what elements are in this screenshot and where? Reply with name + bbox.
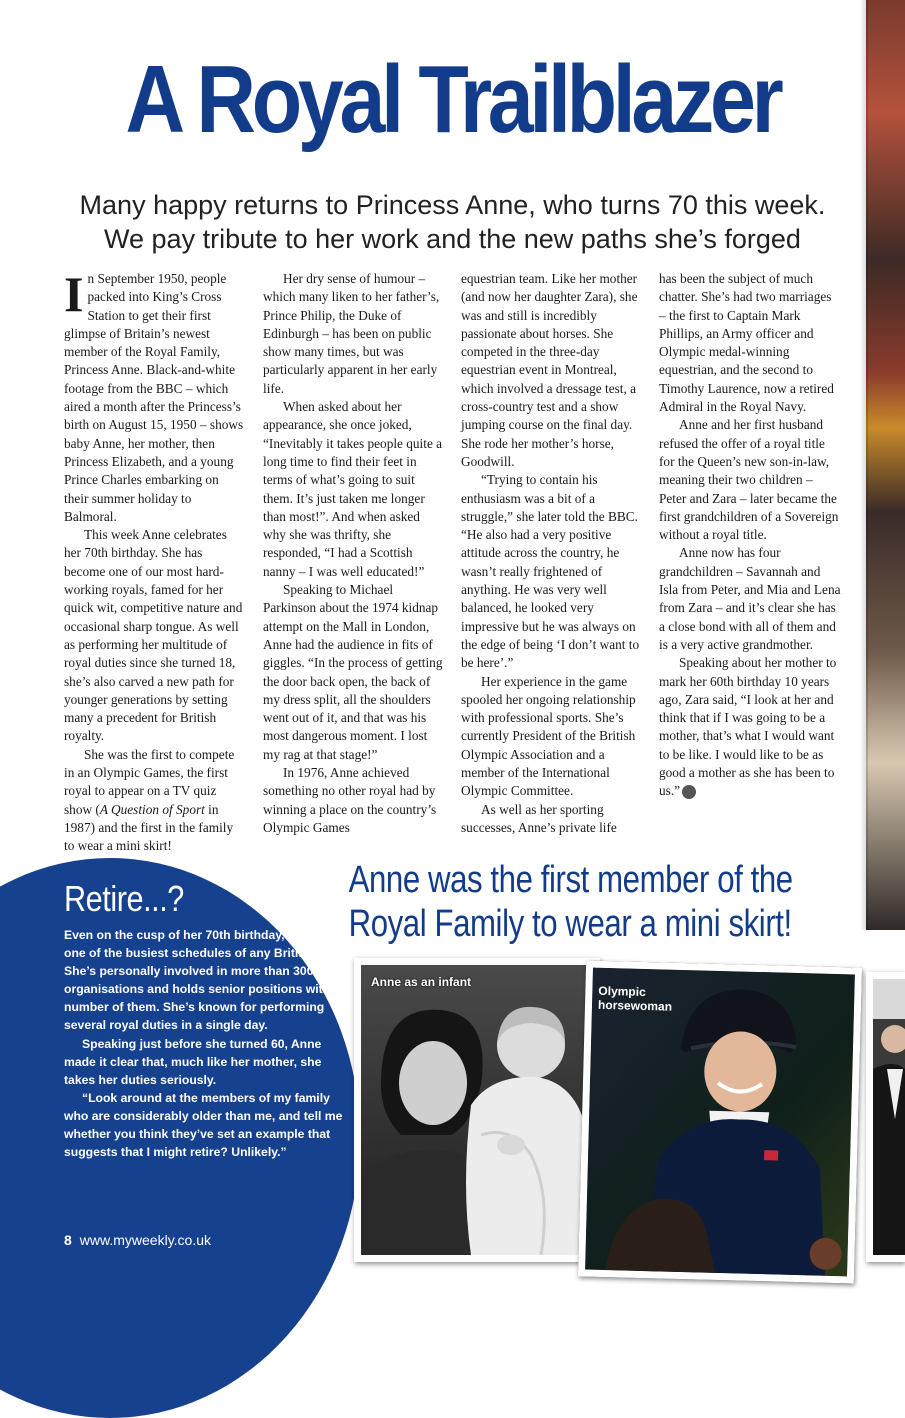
article-column-3 [461,270,643,837]
paragraph-text: Speaking about her mother to mark her 60th birthday 10 years ago, Zara said, “I look at her and think that if I was going to be a mother, that’s what I would want to be like. I would like to be as good a mother as she has been to us.” [659,655,837,799]
paragraph: Anne and her first husband refused the offer of a royal title for the Queen’s new son-in-law, meaning their two children – Peter and Zara – later became the first grandchildren of a Sovereign without a royal title. [659,417,839,543]
pull-quote-line-2: Royal Family to wear a mini skirt! [348,903,792,945]
paragraph [64,266,246,526]
paragraph: This week Anne celebrates her 70th birthday. She has become one of our most hard-working royals, famed for her quick wit, competitive nature and occasional sharp tongue. As well as performing her multitude of royal duties since she turned 18, she’s also carved a new path for younger generations by setting many a precedent for British royalty. [64,527,243,744]
paragraph: “Trying to contain his enthusiasm was a bit of a struggle,” she later told the BBC. “He also had a very positive attitude across the country, he wasn’t really frightened of anything. He was very well balanced, he looked very impressive but he was always on the edge of being ‘I don’t want to be here’.” [461,472,640,671]
paragraph: Speaking to Michael Parkinson about the 1974 kidnap attempt on the Mall in London, Anne had the audience in fits of giggles. “In the process of getting the door back open, the back of my dress split, all the shoulders went out of it, and that was his most dangerous moment. I lost my rag at that stage!” [263,582,443,762]
paragraph-text: She was the first to compete in an Olympic Games, the first royal to appear on a TV quiz show ( [64,746,235,817]
headline: A Royal Trailblazer [125,46,780,153]
photo-caption: Olympic horsewoman [597,983,673,1014]
end-mark-icon: MW [682,785,696,799]
paragraph [659,654,841,800]
infant-photo-illustration [361,965,593,1255]
photo-anne-infant [354,958,600,1262]
paragraph [64,746,246,856]
standfirst-line-1: Many happy returns to Princess Anne, who turns 70 this week. [79,190,826,220]
footer-url: www.myweekly.co.uk [79,1232,212,1248]
pull-quote [349,858,792,946]
drop-cap: I [64,266,84,322]
paragraph: Her experience in the game spooled her ongoing relationship with professional sports. She’s currently President of the British Olympic Association and a member of the International Olympic Committee. [461,673,636,799]
paragraph-text: in 1987) and the first in the family to wear a mini skirt! [64,801,234,854]
pull-quote-line-1: Anne was the first member of the [348,859,793,901]
page-footer [64,1232,211,1248]
horsewoman-photo-illustration [585,968,855,1277]
article-column-2 [263,270,445,837]
article-column-1 [64,266,246,856]
paragraph: Her dry sense of humour – which many liken to her father’s, Prince Philip, the Duke of Edinburgh – has been on public show many times, but was particularly apparent in her early life. [263,271,440,396]
article-column-4 [659,270,841,801]
sidebar-paragraph: Even on the cusp of her 70th birthday, Anne has one of the busiest schedules of any British royal. She’s personally involved in more than 300 organisations and holds senior positions with a number of them. She’s known for performing several royal duties in a single day. [64,928,349,1033]
show-title: A Question of Sport [99,801,205,817]
sidebar-box [64,878,354,1161]
standfirst-line-2: We pay tribute to her work and the new paths she’s forged [104,224,801,254]
paragraph: As well as her sporting successes, Anne’s private life [461,801,617,835]
paragraph: When asked about her appearance, she once joked, “Inevitably it takes people quite a long time to find their feet in terms of what’s going to suit them. It’s just taken me longer than most!”. And when asked why she was thrifty, she responded, “I had a Scottish nanny – I was well educated!” [263,399,443,579]
page-number: 8 [64,1232,72,1248]
paragraph-text: n September 1950, people packed into King’s Cross Station to get their first glimpse of Britain’s newest member of the Royal Family, Princess Anne. Black-and-white footage from the BBC – which aired a month after the Princess’s birth on August 15, 1950 – shows baby Anne, her mother, then Princess Elizabeth, and a young Prince Charles embarking on their summer holiday to Balmoral. [64,271,244,524]
sidebar-heading: Retire...? [64,878,184,919]
photo-caption: Anne as an infant [371,975,472,989]
paragraph: In 1976, Anne achieved something no other royal had by winning a place on the country’s Olympic Games [263,765,437,835]
page-gutter-shadow [860,0,868,930]
edge-photo-strip [866,0,905,930]
paragraph: has been the subject of much chatter. She’s had two marriages – the first to Captain Mark Phillips, an Army officer and Olympic medal-winning equestrian, and the second to Timothy Laurence, now a retired Admiral in the Royal Navy. [659,271,834,415]
paragraph: equestrian team. Like her mother (and now her daughter Zara), she was and still is incredibly passionate about horses. She competed in the three-day equestrian event in Montreal, which involved a dressage test, a cross-country test and a show jumping course on the final day. She rode her mother’s horse, Goodwill. [461,271,638,469]
cropped-photo-illustration [873,979,905,1255]
photo-cropped-right [866,972,905,1262]
standfirst [0,188,905,256]
sidebar-paragraph: “Look around at the members of my family who are considerably older than me, and tell me whether you think they’ve set an example that suggests that I might retire? Unlikely.” [64,1090,343,1160]
photo-olympic-horsewoman [578,960,862,1283]
paragraph: Anne now has four grandchildren – Savannah and Isla from Peter, and Mia and Lena from Zara – and it’s clear she has a close bond with all of them and is a very active grandmother. [659,545,841,652]
sidebar-paragraph: Speaking just before she turned 60, Anne made it clear that, much like her mother, she takes her duties seriously. [64,1036,322,1087]
